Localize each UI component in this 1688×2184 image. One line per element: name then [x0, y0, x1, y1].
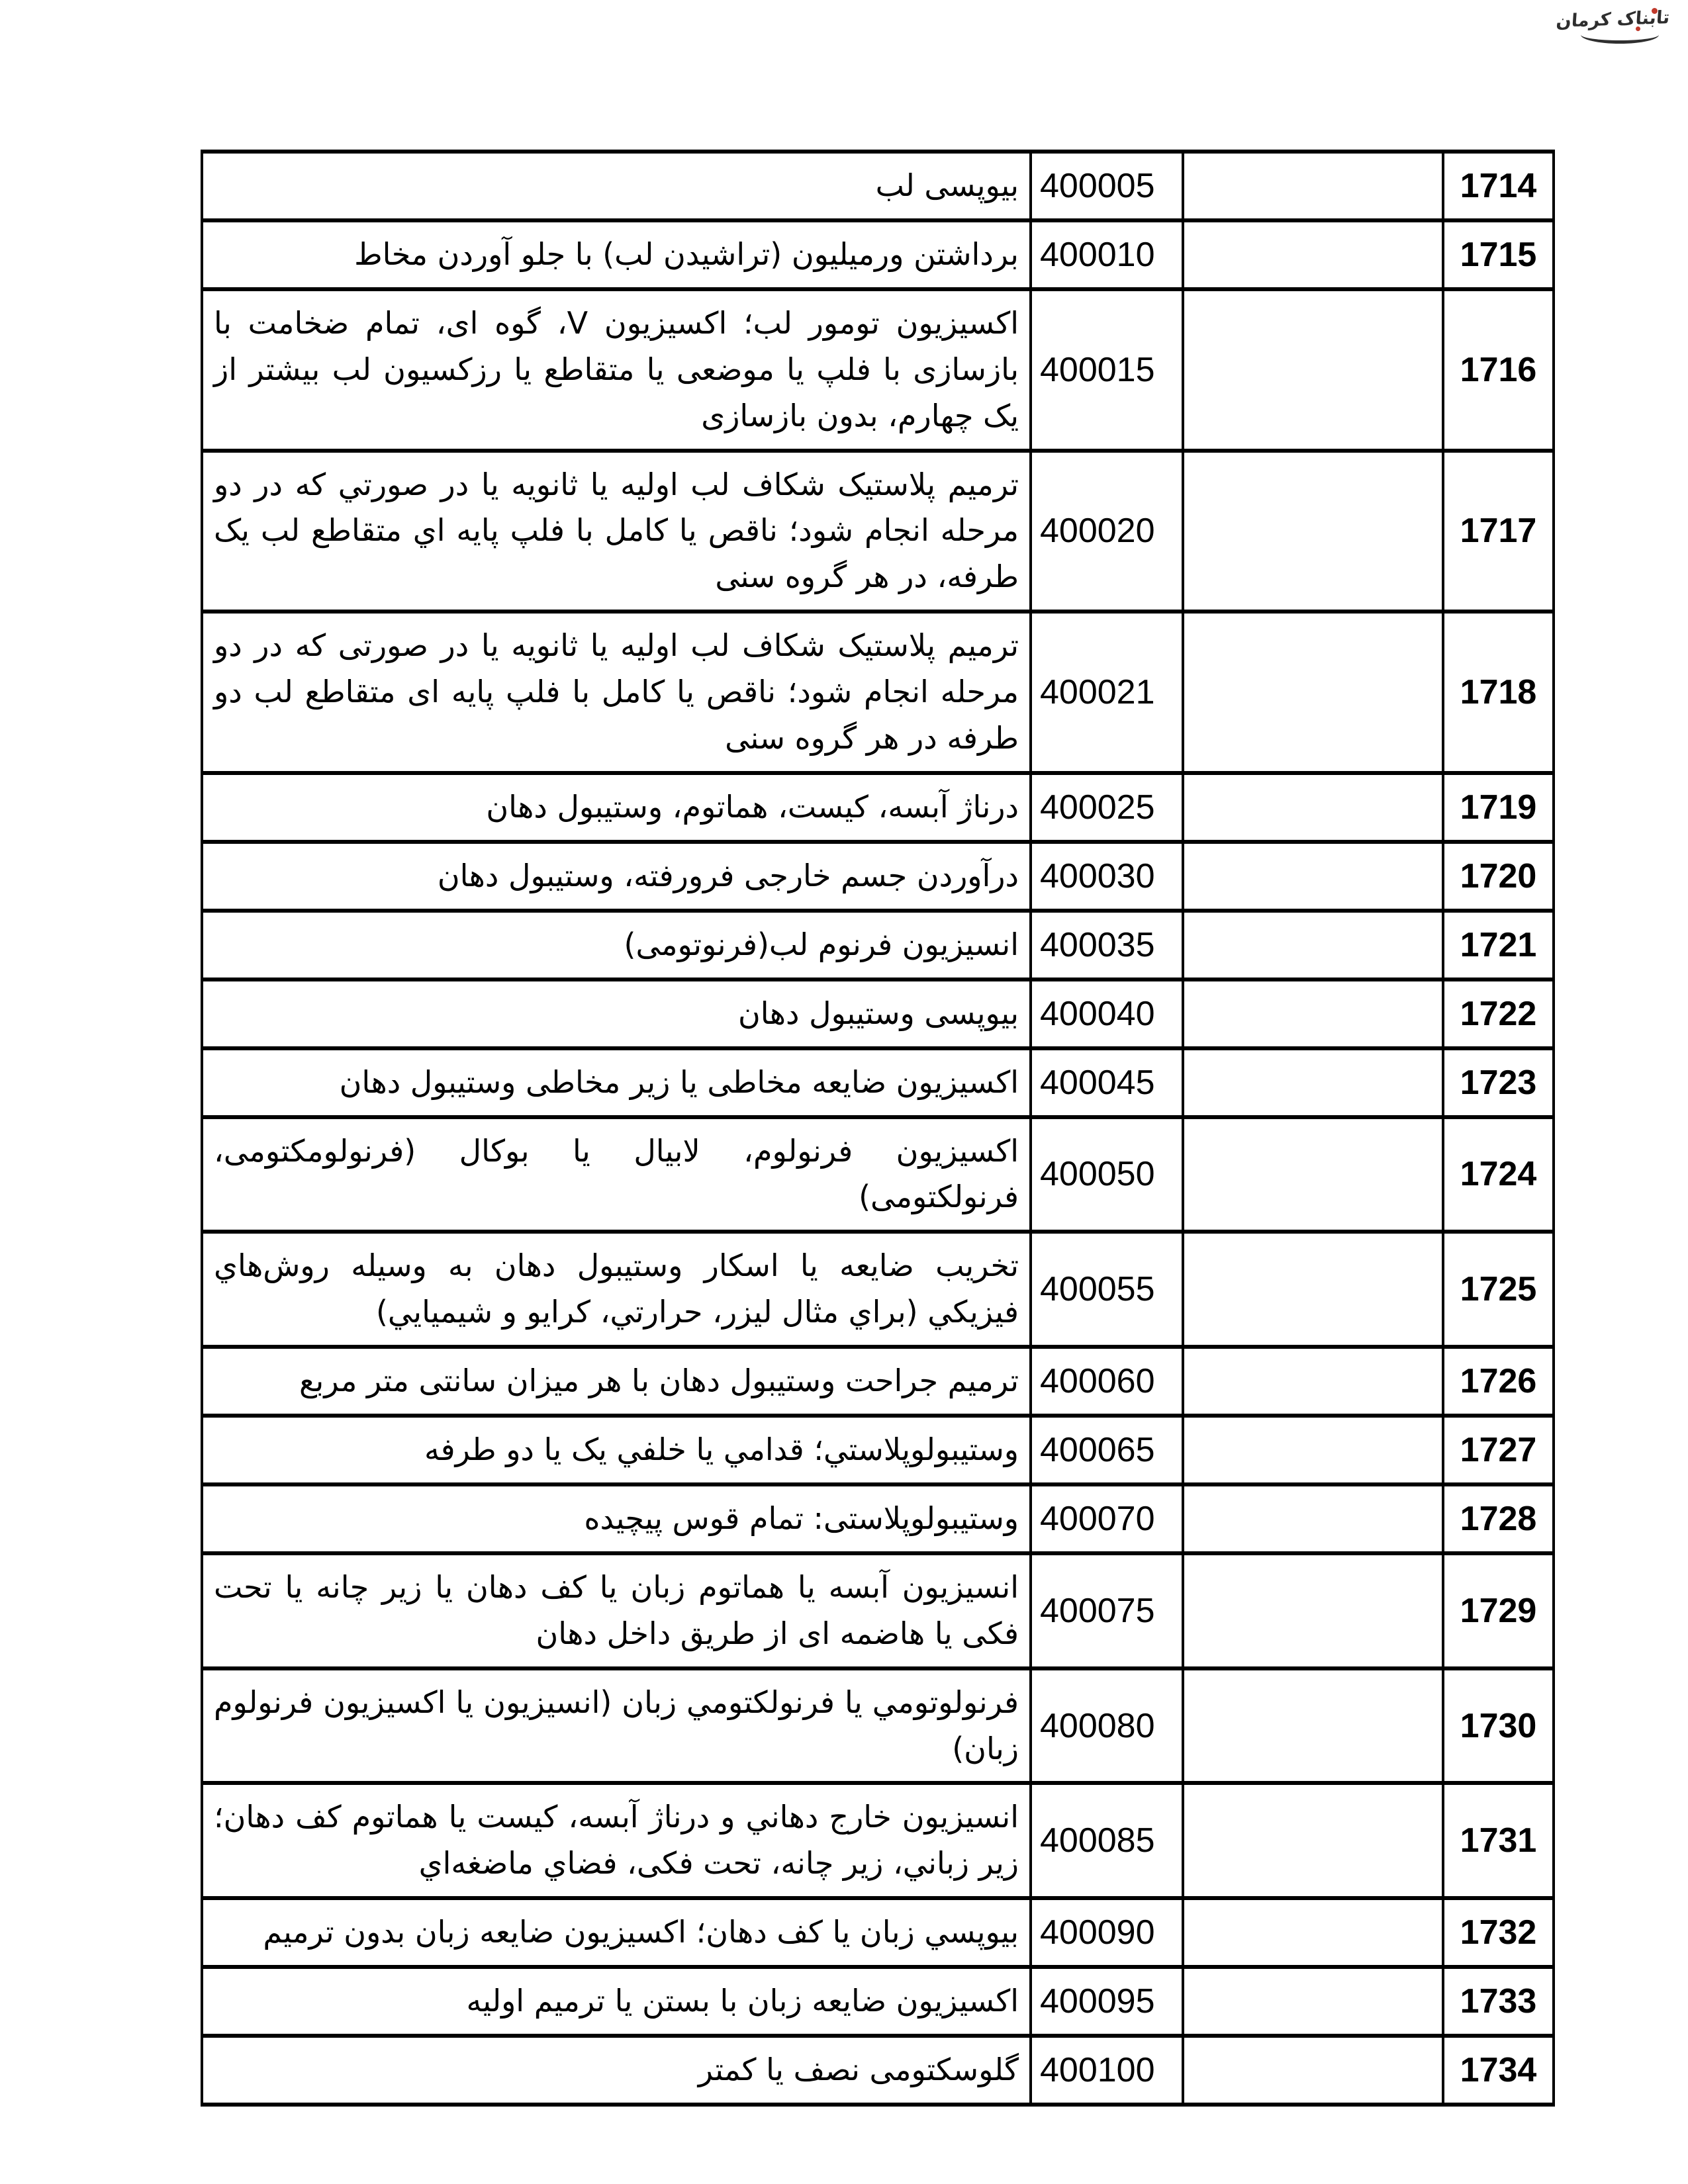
row-number: 1714: [1443, 152, 1554, 220]
blank-cell: [1183, 1347, 1443, 1416]
table-row: [202, 451, 1554, 612]
row-number: 1727: [1443, 1416, 1554, 1484]
procedure-description: اکسیزیون فرنولوم، لابیال یا بوکال (فرنولومکتومی، فرنولکتومی): [202, 1117, 1031, 1232]
procedure-code: 400020: [1031, 451, 1183, 612]
row-number: 1720: [1443, 842, 1554, 911]
procedure-code: 400100: [1031, 2036, 1183, 2105]
row-number: 1716: [1443, 289, 1554, 451]
procedure-code: 400055: [1031, 1232, 1183, 1347]
blank-cell: [1183, 1232, 1443, 1347]
table-row: [202, 1048, 1554, 1117]
blank-cell: [1183, 911, 1443, 979]
table-row: [202, 1416, 1554, 1484]
row-number: 1733: [1443, 1967, 1554, 2036]
table-row: [202, 911, 1554, 979]
procedure-description: تخریب ضایعه یا اسکار وستیبول دهان به وسیله روش‌هاي فیزیکي (براي مثال لیزر، حرارتي، کرایو و شیمیایي): [202, 1232, 1031, 1347]
procedure-code: 400075: [1031, 1553, 1183, 1668]
blank-cell: [1183, 612, 1443, 773]
procedure-code: 400050: [1031, 1117, 1183, 1232]
procedure-description: فرنولوتومي یا فرنولکتومي زبان (انسیزیون یا اکسیزیون فرنولوم زبان): [202, 1668, 1031, 1784]
procedure-code: 400040: [1031, 979, 1183, 1048]
procedure-description: گلوسکتومی نصف یا کمتر: [202, 2036, 1031, 2105]
logo-text: تابناک کرمان: [1555, 7, 1671, 32]
procedure-description: وستیبولوپلاستی: تمام قوس پیچیده: [202, 1484, 1031, 1553]
blank-cell: [1183, 979, 1443, 1048]
procedure-description: انسیزیون آبسه یا هماتوم زبان یا کف دهان یا زیر چانه یا تحت فکی یا هاضمه ای از طریق داخل دهان: [202, 1553, 1031, 1668]
blank-cell: [1183, 289, 1443, 451]
blank-cell: [1183, 773, 1443, 842]
blank-cell: [1183, 1048, 1443, 1117]
row-number: 1725: [1443, 1232, 1554, 1347]
blank-cell: [1183, 1416, 1443, 1484]
row-number: 1721: [1443, 911, 1554, 979]
procedure-code: 400065: [1031, 1416, 1183, 1484]
procedure-code: 400030: [1031, 842, 1183, 911]
procedure-code: 400045: [1031, 1048, 1183, 1117]
procedure-description: بیوپسي زبان یا کف دهان؛ اکسیزیون ضایعه زبان بدون ترمیم: [202, 1898, 1031, 1967]
procedure-description: برداشتن ورمیلیون (تراشیدن لب) با جلو آوردن مخاط: [202, 220, 1031, 289]
blank-cell: [1183, 451, 1443, 612]
blank-cell: [1183, 1484, 1443, 1553]
procedure-codes-table: [201, 150, 1555, 2107]
row-number: 1731: [1443, 1783, 1554, 1898]
table-row: [202, 979, 1554, 1048]
procedure-code: 400095: [1031, 1967, 1183, 2036]
procedure-description: بیوپسی وستیبول دهان: [202, 979, 1031, 1048]
blank-cell: [1183, 1553, 1443, 1668]
table-row: [202, 1783, 1554, 1898]
table-body: [202, 152, 1554, 2105]
blank-cell: [1183, 1783, 1443, 1898]
procedure-description: اکسیزیون تومور لب؛ اکسیزیون V، گوه ای، تمام ضخامت با بازسازی با فلپ یا موضعی یا متقاطع یا رزکسیون لب بیشتر از یک چهارم، بدون بازسازی: [202, 289, 1031, 451]
procedure-code: 400025: [1031, 773, 1183, 842]
tabnak-kerman-logo: [1555, 7, 1671, 44]
procedure-description: درآوردن جسم خارجی فرورفته، وستیبول دهان: [202, 842, 1031, 911]
procedure-code: 400085: [1031, 1783, 1183, 1898]
blank-cell: [1183, 2036, 1443, 2105]
row-number: 1722: [1443, 979, 1554, 1048]
procedure-code: 400090: [1031, 1898, 1183, 1967]
table-row: [202, 1898, 1554, 1967]
blank-cell: [1183, 842, 1443, 911]
blank-cell: [1183, 1668, 1443, 1784]
procedure-code: 400035: [1031, 911, 1183, 979]
procedure-description: انسیزیون خارج دهاني و درناژ آبسه، کیست یا هماتوم کف دهان؛ زیر زباني، زیر چانه، تحت فکی، فضاي ماضغه‌اي: [202, 1783, 1031, 1898]
table-row: [202, 1668, 1554, 1784]
table-row: [202, 220, 1554, 289]
row-number: 1723: [1443, 1048, 1554, 1117]
procedure-code: 400060: [1031, 1347, 1183, 1416]
procedure-description: بیوپسی لب: [202, 152, 1031, 220]
table-row: [202, 2036, 1554, 2105]
row-number: 1732: [1443, 1898, 1554, 1967]
procedure-code: 400070: [1031, 1484, 1183, 1553]
table-row: [202, 1117, 1554, 1232]
procedure-description: ترمیم پلاستیک شکاف لب اولیه یا ثانویه یا در صورتي که در دو مرحله انجام شود؛ ناقص یا کامل با فلپ پایه اي متقاطع لب یک طرفه، در هر گروه سنی: [202, 451, 1031, 612]
row-number: 1734: [1443, 2036, 1554, 2105]
blank-cell: [1183, 1967, 1443, 2036]
row-number: 1729: [1443, 1553, 1554, 1668]
blank-cell: [1183, 152, 1443, 220]
procedure-description: ترمیم پلاستیک شکاف لب اولیه یا ثانویه یا در صورتی که در دو مرحله انجام شود؛ ناقص یا کامل با فلپ پایه ای متقاطع لب دو طرفه در هر گروه سنی: [202, 612, 1031, 773]
row-number: 1724: [1443, 1117, 1554, 1232]
table-row: [202, 1232, 1554, 1347]
table-row: [202, 289, 1554, 451]
row-number: 1728: [1443, 1484, 1554, 1553]
table-row: [202, 152, 1554, 220]
row-number: 1726: [1443, 1347, 1554, 1416]
table-row: [202, 842, 1554, 911]
row-number: 1730: [1443, 1668, 1554, 1784]
blank-cell: [1183, 1117, 1443, 1232]
procedure-code: 400021: [1031, 612, 1183, 773]
row-number: 1718: [1443, 612, 1554, 773]
table-row: [202, 1967, 1554, 2036]
procedure-description: انسیزیون فرنوم لب(فرنوتومی): [202, 911, 1031, 979]
row-number: 1719: [1443, 773, 1554, 842]
table-row: [202, 773, 1554, 842]
row-number: 1715: [1443, 220, 1554, 289]
table-row: [202, 1347, 1554, 1416]
procedure-code: 400010: [1031, 220, 1183, 289]
procedure-description: اکسیزیون ضایعه مخاطی یا زیر مخاطی وستیبول دهان: [202, 1048, 1031, 1117]
procedure-description: درناژ آبسه، کیست، هماتوم، وستیبول دهان: [202, 773, 1031, 842]
logo-swoosh-icon: [1581, 31, 1659, 44]
table-row: [202, 1484, 1554, 1553]
blank-cell: [1183, 220, 1443, 289]
procedure-code: 400080: [1031, 1668, 1183, 1784]
table-row: [202, 1553, 1554, 1668]
procedure-code: 400015: [1031, 289, 1183, 451]
row-number: 1717: [1443, 451, 1554, 612]
procedure-code: 400005: [1031, 152, 1183, 220]
procedure-description: ترمیم جراحت وستیبول دهان با هر میزان سانتی متر مربع: [202, 1347, 1031, 1416]
table-row: [202, 612, 1554, 773]
blank-cell: [1183, 1898, 1443, 1967]
procedure-description: وستیبولوپلاستي؛ قدامي یا خلفي یک یا دو طرفه: [202, 1416, 1031, 1484]
procedure-description: اکسیزیون ضایعه زبان با بستن یا ترمیم اولیه: [202, 1967, 1031, 2036]
